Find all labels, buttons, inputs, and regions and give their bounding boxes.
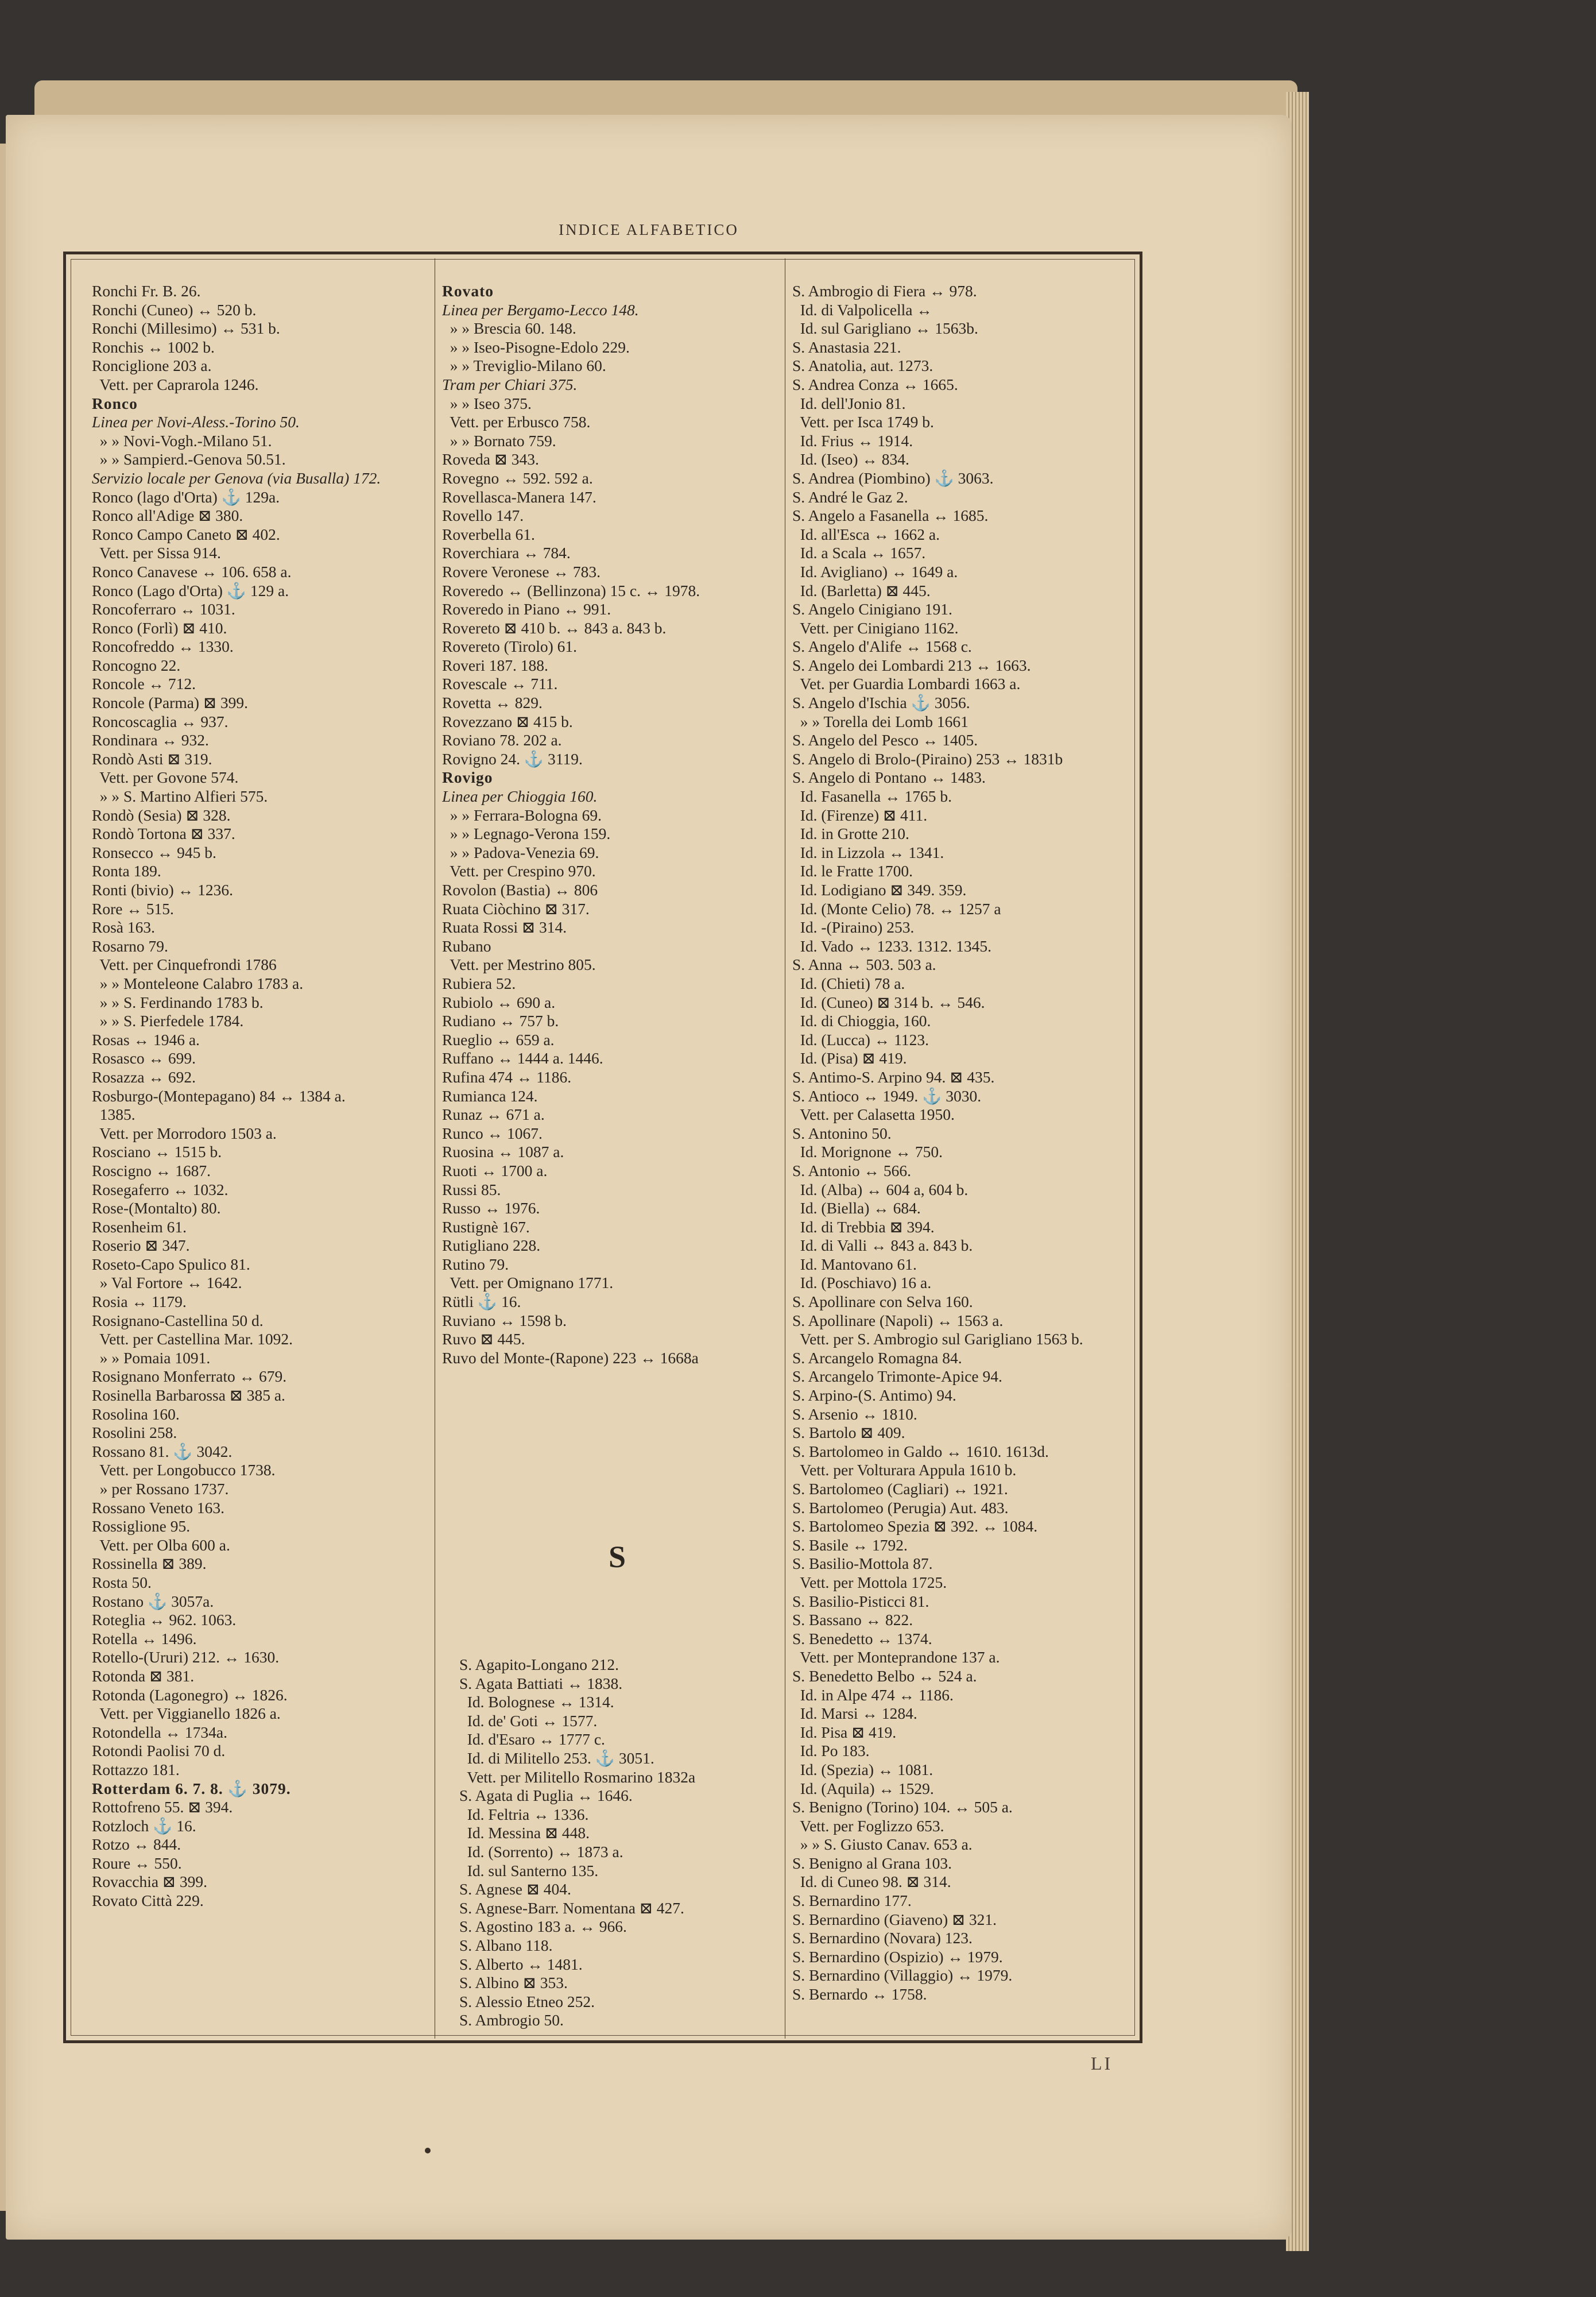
index-entry: S. Arpino-(S. Antimo) 94.: [792, 1386, 956, 1405]
index-entry: Roveda ⊠ 343.: [442, 450, 539, 469]
index-entry: Vett. per Castellina Mar. 1092.: [92, 1330, 293, 1348]
index-entry: S. Bartolomeo in Galdo ↔ 1610. 1613d.: [792, 1442, 1049, 1460]
index-entry: Rosinella Barbarossa ⊠ 385 a.: [92, 1386, 285, 1405]
index-entry: Rosolina 160.: [92, 1405, 180, 1423]
index-entry: Rosignano-Castellina 50 d.: [92, 1311, 264, 1329]
index-entry: Rotello-(Ururi) 212. ↔ 1630.: [92, 1648, 280, 1666]
index-entry: Roviano 78. 202 a.: [442, 731, 562, 749]
index-entry: Id. sul Santerno 135.: [459, 1861, 599, 1880]
index-entry: » » Torella dei Lomb 1661: [792, 712, 969, 730]
index-entry: » per Rossano 1737.: [92, 1480, 229, 1498]
index-entry: Vett. per Foglizzo 653.: [792, 1816, 944, 1835]
index-entry: S. Angelo Cinigiano 191.: [792, 600, 952, 618]
index-entry: S. Agostino 183 a. ↔ 966.: [459, 1917, 627, 1936]
index-entry: Roncole ↔ 712.: [92, 675, 196, 693]
index-entry: Id. (Lucca) ↔ 1123.: [792, 1030, 929, 1049]
index-column-2: [442, 281, 787, 1367]
index-entry: Rütli ⚓ 16.: [442, 1293, 521, 1311]
index-entry: Rore ↔ 515.: [92, 899, 174, 918]
index-entry: S. Arcangelo Trimonte-Apice 94.: [792, 1367, 1002, 1386]
index-entry: Ronciglione 203 a.: [92, 357, 212, 375]
index-entry: Rovolon (Bastia) ↔ 806: [442, 881, 598, 899]
index-entry: Id. d'Esaro ↔ 1777 c.: [459, 1730, 605, 1749]
index-entry: Rovato Città 229.: [92, 1892, 204, 1910]
index-entry: Id. Bolognese ↔ 1314.: [459, 1693, 614, 1711]
index-column-2-s-section: [459, 1656, 798, 2030]
index-entry: Id. (Biella) ↔ 684.: [792, 1199, 921, 1217]
index-entry: S. Bernardino (Villaggio) ↔ 1979.: [792, 1966, 1013, 1985]
index-entry: Rosasco ↔ 699.: [92, 1049, 196, 1068]
index-entry: Id. -(Piraino) 253.: [792, 918, 915, 937]
index-entry: Tram per Chiari 375.: [442, 375, 578, 393]
index-entry: Ronco (lago d'Orta) ⚓ 129a.: [92, 488, 280, 506]
index-entry: Id. Marsi ↔ 1284.: [792, 1704, 917, 1723]
index-entry: Rotondella ↔ 1734a.: [92, 1723, 228, 1741]
index-entry: S. Albano 118.: [459, 1936, 553, 1954]
index-entry: Rosenheim 61.: [92, 1217, 187, 1236]
index-entry: » » Iseo-Pisogne-Edolo 229.: [442, 338, 630, 356]
index-entry: S. Angelo d'Alife ↔ 1568 c.: [792, 637, 972, 656]
index-entry: Id. di Valli ↔ 843 a. 843 b.: [792, 1236, 973, 1255]
index-entry: Russo ↔ 1976.: [442, 1199, 540, 1217]
index-entry: Vett. per Olba 600 a.: [92, 1536, 230, 1554]
index-entry: Rondò (Sesia) ⊠ 328.: [92, 806, 231, 824]
index-entry: Rovello 147.: [442, 506, 524, 525]
index-entry: » » S. Pierfedele 1784.: [92, 1012, 244, 1030]
index-entry: S. Antonino 50.: [792, 1124, 892, 1142]
index-entry: Linea per Chioggia 160.: [442, 787, 598, 806]
index-entry: Rovetta ↔ 829.: [442, 694, 543, 712]
index-entry: Vett. per Longobucco 1738.: [92, 1461, 276, 1479]
index-entry: S. Apollinare con Selva 160.: [792, 1293, 973, 1311]
index-entry: Ronco (Forlì) ⊠ 410.: [92, 618, 227, 637]
index-entry: S. Bernardo ↔ 1758.: [792, 1985, 927, 2004]
index-entry: Id. dell'Jonio 81.: [792, 394, 906, 412]
index-entry: Id. Feltria ↔ 1336.: [459, 1805, 589, 1823]
index-entry: Vett. per Erbusco 758.: [442, 413, 591, 431]
index-entry: Id. (Cuneo) ⊠ 314 b. ↔ 546.: [792, 993, 985, 1011]
index-entry: Ruffano ↔ 1444 a. 1446.: [442, 1049, 603, 1068]
index-entry: Vett. per Omignano 1771.: [442, 1274, 614, 1292]
index-entry: Rovigno 24. ⚓ 3119.: [442, 749, 583, 768]
index-entry: S. Andrea Conza ↔ 1665.: [792, 375, 958, 393]
index-entry: Vett. per Calasetta 1950.: [792, 1105, 955, 1124]
index-entry: S. Bernardino (Ospizio) ↔ 1979.: [792, 1947, 1003, 1966]
index-entry: Id. sul Garigliano ↔ 1563b.: [792, 319, 978, 338]
index-entry: S. Angelo di Pontano ↔ 1483.: [792, 768, 986, 787]
index-entry: Roteglia ↔ 962. 1063.: [92, 1611, 237, 1629]
index-entry: Rutigliano 228.: [442, 1236, 541, 1255]
index-entry: Rovacchia ⊠ 399.: [92, 1873, 207, 1891]
index-entry: Rotzloch ⚓ 16.: [92, 1816, 196, 1835]
index-entry: Roseto-Capo Spulico 81.: [92, 1255, 250, 1273]
index-entry: Rubiolo ↔ 690 a.: [442, 993, 556, 1011]
index-entry: Rustignè 167.: [442, 1217, 530, 1236]
page-number: LI: [1091, 2053, 1113, 2074]
index-entry: Ronti (bivio) ↔ 1236.: [92, 881, 233, 899]
index-entry: » » Ferrara-Bologna 69.: [442, 806, 602, 824]
index-entry: Id. (Sorrento) ↔ 1873 a.: [459, 1842, 623, 1861]
running-title: INDICE ALFABETICO: [559, 221, 739, 238]
section-letter: S: [609, 1540, 626, 1574]
index-entry: Rotzo ↔ 844.: [92, 1835, 181, 1854]
index-entry: S. André le Gaz 2.: [792, 488, 908, 506]
index-entry: Rovato: [442, 282, 494, 300]
index-entry: Rotterdam 6. 7. 8. ⚓ 3079.: [92, 1779, 291, 1797]
index-entry: Roverbella 61.: [442, 525, 535, 543]
index-entry: Rotella ↔ 1496.: [92, 1629, 197, 1648]
index-entry: Vett. per Sissa 914.: [92, 544, 221, 562]
index-entry: Ronco: [92, 394, 138, 412]
index-entry: Rostano ⚓ 3057a.: [92, 1592, 214, 1610]
index-entry: Roncoferraro ↔ 1031.: [92, 600, 235, 618]
index-entry: Rottazzo 181.: [92, 1760, 180, 1778]
index-entry: S. Antioco ↔ 1949. ⚓ 3030.: [792, 1086, 982, 1105]
index-entry: Rovere Veronese ↔ 783.: [442, 562, 601, 581]
index-entry: Vett. per Mestrino 805.: [442, 956, 596, 974]
index-entry: Id. Po 183.: [792, 1742, 870, 1760]
index-entry: Id. (Iseo) ↔ 834.: [792, 450, 909, 469]
index-entry: Ronco Campo Caneto ⊠ 402.: [92, 525, 280, 543]
index-entry: Id. Fasanella ↔ 1765 b.: [792, 787, 952, 806]
index-entry: Vett. per S. Ambrogio sul Garigliano 1563 b.: [792, 1330, 1083, 1348]
index-entry: Id. Vado ↔ 1233. 1312. 1345.: [792, 937, 992, 955]
index-entry: Rottofreno 55. ⊠ 394.: [92, 1798, 233, 1816]
index-entry: Russi 85.: [442, 1180, 501, 1198]
index-entry: Ronsecco ↔ 945 b.: [92, 843, 216, 861]
index-entry: Rosà 163.: [92, 918, 155, 937]
index-entry: » » Brescia 60. 148.: [442, 319, 576, 338]
index-entry: Id. Pisa ⊠ 419.: [792, 1723, 897, 1741]
index-entry: » » S. Ferdinando 1783 b.: [92, 993, 264, 1011]
index-entry: S. Arsenio ↔ 1810.: [792, 1405, 917, 1423]
index-entry: Rotonda ⊠ 381.: [92, 1666, 195, 1685]
index-entry: Id. le Fratte 1700.: [792, 862, 913, 880]
index-entry: Rovezzano ⊠ 415 b.: [442, 712, 573, 730]
index-entry: Roveredo in Piano ↔ 991.: [442, 600, 611, 618]
index-entry: Ruata Ciòchino ⊠ 317.: [442, 899, 590, 918]
index-entry: S. Bartolomeo (Perugia) Aut. 483.: [792, 1498, 1009, 1517]
index-entry: S. Angelo d'Ischia ⚓ 3056.: [792, 694, 970, 712]
index-entry: Roveredo ↔ (Bellinzona) 15 c. ↔ 1978.: [442, 581, 700, 600]
index-entry: Vett. per Crespino 970.: [442, 862, 596, 880]
index-entry: S. Anastasia 221.: [792, 338, 901, 356]
index-entry: Id. di Chioggia, 160.: [792, 1012, 931, 1030]
index-entry: Vett. per Caprarola 1246.: [92, 375, 259, 393]
index-entry: Vett. per Morrodoro 1503 a.: [92, 1124, 277, 1142]
index-entry: Id. Avigliano) ↔ 1649 a.: [792, 562, 958, 581]
index-entry: » » Legnago-Verona 159.: [442, 825, 611, 843]
index-entry: Rondò Asti ⊠ 319.: [92, 749, 212, 768]
index-entry: Id. de' Goti ↔ 1577.: [459, 1711, 598, 1730]
index-entry: S. Angelo dei Lombardi 213 ↔ 1663.: [792, 656, 1031, 674]
index-entry: Roscigno ↔ 1687.: [92, 1161, 211, 1180]
index-entry: S. Agnese-Barr. Nomentana ⊠ 427.: [459, 1898, 684, 1917]
index-entry: Roncoscaglia ↔ 937.: [92, 712, 228, 730]
index-entry: Rose-(Montalto) 80.: [92, 1199, 221, 1217]
index-entry: Roncofreddo ↔ 1330.: [92, 637, 234, 656]
index-entry: S. Apollinare (Napoli) ↔ 1563 a.: [792, 1311, 1004, 1329]
index-entry: S. Bartolomeo Spezia ⊠ 392. ↔ 1084.: [792, 1517, 1038, 1536]
index-entry: » » Bornato 759.: [442, 431, 556, 450]
index-entry: Vett. per Militello Rosmarino 1832a: [459, 1768, 696, 1786]
index-entry: 1385.: [92, 1105, 135, 1124]
index-entry: » » Padova-Venezia 69.: [442, 843, 599, 861]
index-entry: S. Anna ↔ 503. 503 a.: [792, 956, 936, 974]
index-entry: Servizio locale per Genova (via Busalla) 172.: [92, 469, 381, 487]
index-entry: » » Novi-Vogh.-Milano 51.: [92, 431, 272, 450]
index-entry: Ronchi Fr. B. 26.: [92, 282, 201, 300]
index-entry: S. Angelo di Brolo-(Piraino) 253 ↔ 1831b: [792, 749, 1063, 768]
index-entry: Ruvo del Monte-(Rapone) 223 ↔ 1668a: [442, 1348, 699, 1367]
index-entry: Roserio ⊠ 347.: [92, 1236, 190, 1255]
index-entry: Id. Messina ⊠ 448.: [459, 1824, 590, 1842]
index-entry: S. Ambrogio di Fiera ↔ 978.: [792, 282, 977, 300]
index-entry: Linea per Novi-Aless.-Torino 50.: [92, 413, 300, 431]
index-entry: Rosignano Monferrato ↔ 679.: [92, 1367, 287, 1386]
index-entry: Rufina 474 ↔ 1186.: [442, 1068, 572, 1086]
index-entry: S. Agapito-Longano 212.: [459, 1656, 619, 1673]
index-entry: Id. (Monte Celio) 78. ↔ 1257 a: [792, 899, 1001, 918]
index-entry: Rosia ↔ 1179.: [92, 1293, 187, 1311]
index-entry: » » Monteleone Calabro 1783 a.: [92, 974, 304, 992]
index-entry: Rovescale ↔ 711.: [442, 675, 558, 693]
index-entry: Ronchis ↔ 1002 b.: [92, 338, 215, 356]
index-entry: Roure ↔ 550.: [92, 1854, 182, 1872]
index-entry: Vett. per Cinquefrondi 1786: [92, 956, 277, 974]
index-entry: » » Sampierd.-Genova 50.51.: [92, 450, 286, 469]
index-entry: Id. (Firenze) ⊠ 411.: [792, 806, 928, 824]
index-entry: Ruoti ↔ 1700 a.: [442, 1161, 548, 1180]
index-entry: Ruvo ⊠ 445.: [442, 1330, 525, 1348]
index-entry: S. Basilio-Mottola 87.: [792, 1554, 933, 1573]
index-entry: Id. Frius ↔ 1914.: [792, 431, 913, 450]
index-entry: Ruata Rossi ⊠ 314.: [442, 918, 567, 937]
index-entry: » » S. Martino Alfieri 575.: [92, 787, 268, 806]
index-entry: Vett. per Mottola 1725.: [792, 1573, 947, 1591]
index-entry: S. Ambrogio 50.: [459, 2011, 564, 2029]
index-entry: S. Agata Battiati ↔ 1838.: [459, 1674, 623, 1692]
spot: [425, 2148, 431, 2153]
index-entry: Rossinella ⊠ 389.: [92, 1554, 207, 1573]
index-entry: Id. Morignone ↔ 750.: [792, 1143, 943, 1161]
index-entry: Runaz ↔ 671 a.: [442, 1105, 545, 1124]
index-entry: Rossiglione 95.: [92, 1517, 191, 1536]
index-entry: Rosazza ↔ 692.: [92, 1068, 196, 1086]
index-entry: Ronco Canavese ↔ 106. 658 a.: [92, 562, 292, 581]
index-entry: » » Treviglio-Milano 60.: [442, 357, 606, 375]
index-entry: Roveri 187. 188.: [442, 656, 548, 674]
index-entry: Rumianca 124.: [442, 1086, 538, 1105]
index-entry: Vett. per Viggianello 1826 a.: [92, 1704, 281, 1723]
index-entry: Id. di Militello 253. ⚓ 3051.: [459, 1749, 654, 1767]
index-entry: » » Pomaia 1091.: [92, 1348, 211, 1367]
index-entry: Vett. per Monteprandone 137 a.: [792, 1648, 1000, 1666]
index-entry: S. Andrea (Piombino) ⚓ 3063.: [792, 469, 994, 487]
index-entry: Rosolini 258.: [92, 1424, 177, 1442]
index-entry: » Val Fortore ↔ 1642.: [92, 1274, 242, 1292]
index-entry: S. Antimo-S. Arpino 94. ⊠ 435.: [792, 1068, 995, 1086]
index-entry: Rosegaferro ↔ 1032.: [92, 1180, 228, 1198]
index-entry: Id. all'Esca ↔ 1662 a.: [792, 525, 940, 543]
index-entry: S. Antonio ↔ 566.: [792, 1161, 912, 1180]
index-entry: Vett. per Govone 574.: [92, 768, 239, 787]
index-entry: Runco ↔ 1067.: [442, 1124, 543, 1142]
index-entry: Id. (Poschiavo) 16 a.: [792, 1274, 932, 1292]
index-entry: Rotonda (Lagonegro) ↔ 1826.: [92, 1685, 288, 1704]
index-entry: S. Bartolo ⊠ 409.: [792, 1424, 905, 1442]
index-entry: Rondinara ↔ 932.: [92, 731, 209, 749]
index-entry: Rutino 79.: [442, 1255, 509, 1273]
index-entry: Rosciano ↔ 1515 b.: [92, 1143, 222, 1161]
index-entry: Rudiano ↔ 757 b.: [442, 1012, 559, 1030]
index-entry: Id. (Barletta) ⊠ 445.: [792, 581, 931, 600]
index-entry: S. Agnese ⊠ 404.: [459, 1880, 571, 1898]
index-entry: S. Bernardino 177.: [792, 1892, 912, 1910]
index-column-3: [792, 281, 1137, 2004]
index-entry: Rosas ↔ 1946 a.: [92, 1030, 200, 1049]
index-entry: Id. in Grotte 210.: [792, 825, 909, 843]
index-entry: Roncole (Parma) ⊠ 399.: [92, 694, 249, 712]
index-entry: Rovellasca-Manera 147.: [442, 488, 596, 506]
index-entry: Ronchi (Cuneo) ↔ 520 b.: [92, 300, 257, 319]
index-entry: Rosta 50.: [92, 1573, 152, 1591]
index-entry: Rueglio ↔ 659 a.: [442, 1030, 555, 1049]
index-entry: Id. in Lizzola ↔ 1341.: [792, 843, 944, 861]
index-entry: Id. (Pisa) ⊠ 419.: [792, 1049, 907, 1068]
index-entry: » » Iseo 375.: [442, 394, 532, 412]
index-entry: S. Benigno al Grana 103.: [792, 1854, 952, 1872]
index-entry: Id. Lodigiano ⊠ 349. 359.: [792, 881, 967, 899]
index-entry: Ronco (Lago d'Orta) ⚓ 129 a.: [92, 581, 289, 600]
index-entry: Ronta 189.: [92, 862, 161, 880]
index-entry: S. Albino ⊠ 353.: [459, 1974, 568, 1992]
index-entry: Ruosina ↔ 1087 a.: [442, 1143, 564, 1161]
index-entry: S. Basilio-Pisticci 81.: [792, 1592, 929, 1610]
index-entry: Rovegno ↔ 592. 592 a.: [442, 469, 593, 487]
index-entry: S. Alessio Etneo 252.: [459, 1992, 595, 2010]
index-entry: Linea per Bergamo-Lecco 148.: [442, 300, 639, 319]
index-entry: Rossano 81. ⚓ 3042.: [92, 1442, 233, 1460]
index-entry: Ronco all'Adige ⊠ 380.: [92, 506, 243, 525]
index-entry: Rubano: [442, 937, 491, 955]
index-entry: S. Basile ↔ 1792.: [792, 1536, 908, 1554]
index-entry: Roverchiara ↔ 784.: [442, 544, 571, 562]
index-entry: S. Bartolomeo (Cagliari) ↔ 1921.: [792, 1480, 1008, 1498]
index-entry: S. Bernardino (Novara) 123.: [792, 1929, 973, 1947]
index-entry: Id. (Aquila) ↔ 1529.: [792, 1779, 934, 1797]
index-entry: S. Bassano ↔ 822.: [792, 1611, 913, 1629]
index-entry: Roncogno 22.: [92, 656, 181, 674]
index-entry: Id. di Cuneo 98. ⊠ 314.: [792, 1873, 951, 1891]
index-entry: Rondò Tortona ⊠ 337.: [92, 825, 235, 843]
index-entry: Id. Mantovano 61.: [792, 1255, 917, 1273]
index-entry: Rovereto ⊠ 410 b. ↔ 843 a. 843 b.: [442, 618, 667, 637]
index-entry: S. Alberto ↔ 1481.: [459, 1955, 583, 1973]
index-entry: S. Bernardino (Giaveno) ⊠ 321.: [792, 1910, 997, 1928]
index-entry: Id. di Trebbia ⊠ 394.: [792, 1217, 935, 1236]
index-entry: Vett. per Isca 1749 b.: [792, 413, 934, 431]
index-entry: S. Angelo del Pesco ↔ 1405.: [792, 731, 978, 749]
index-entry: Rosarno 79.: [92, 937, 168, 955]
index-entry: Rosburgo-(Montepagano) 84 ↔ 1384 a.: [92, 1086, 346, 1105]
index-entry: S. Benedetto ↔ 1374.: [792, 1629, 932, 1648]
index-entry: Ronchi (Millesimo) ↔ 531 b.: [92, 319, 280, 338]
index-entry: Rubiera 52.: [442, 974, 516, 992]
index-entry: Rovereto (Tirolo) 61.: [442, 637, 578, 656]
index-entry: Id. a Scala ↔ 1657.: [792, 544, 926, 562]
index-column-1: [92, 281, 436, 1910]
index-entry: S. Angelo a Fasanella ↔ 1685.: [792, 506, 989, 525]
index-entry: Id. in Alpe 474 ↔ 1186.: [792, 1685, 954, 1704]
index-entry: S. Benigno (Torino) 104. ↔ 505 a.: [792, 1798, 1013, 1816]
index-entry: Rovigo: [442, 768, 493, 787]
index-entry: Id. (Alba) ↔ 604 a, 604 b.: [792, 1180, 969, 1198]
index-entry: S. Benedetto Belbo ↔ 524 a.: [792, 1666, 977, 1685]
index-entry: S. Anatolia, aut. 1273.: [792, 357, 933, 375]
index-entry: S. Arcangelo Romagna 84.: [792, 1348, 962, 1367]
index-entry: Vet. per Guardia Lombardi 1663 a.: [792, 675, 1021, 693]
index-entry: Id. di Valpolicella ↔: [792, 300, 932, 319]
index-entry: Id. (Chieti) 78 a.: [792, 974, 905, 992]
index-entry: » » S. Giusto Canav. 653 a.: [792, 1835, 973, 1854]
index-entry: Ruviano ↔ 1598 b.: [442, 1311, 567, 1329]
index-entry: Vett. per Volturara Appula 1610 b.: [792, 1461, 1017, 1479]
index-entry: Vett. per Cinigiano 1162.: [792, 618, 959, 637]
index-entry: Id. (Spezia) ↔ 1081.: [792, 1760, 933, 1778]
index-entry: Rotondi Paolisi 70 d.: [92, 1742, 226, 1760]
index-entry: Rossano Veneto 163.: [92, 1498, 224, 1517]
index-entry: S. Agata di Puglia ↔ 1646.: [459, 1786, 633, 1805]
